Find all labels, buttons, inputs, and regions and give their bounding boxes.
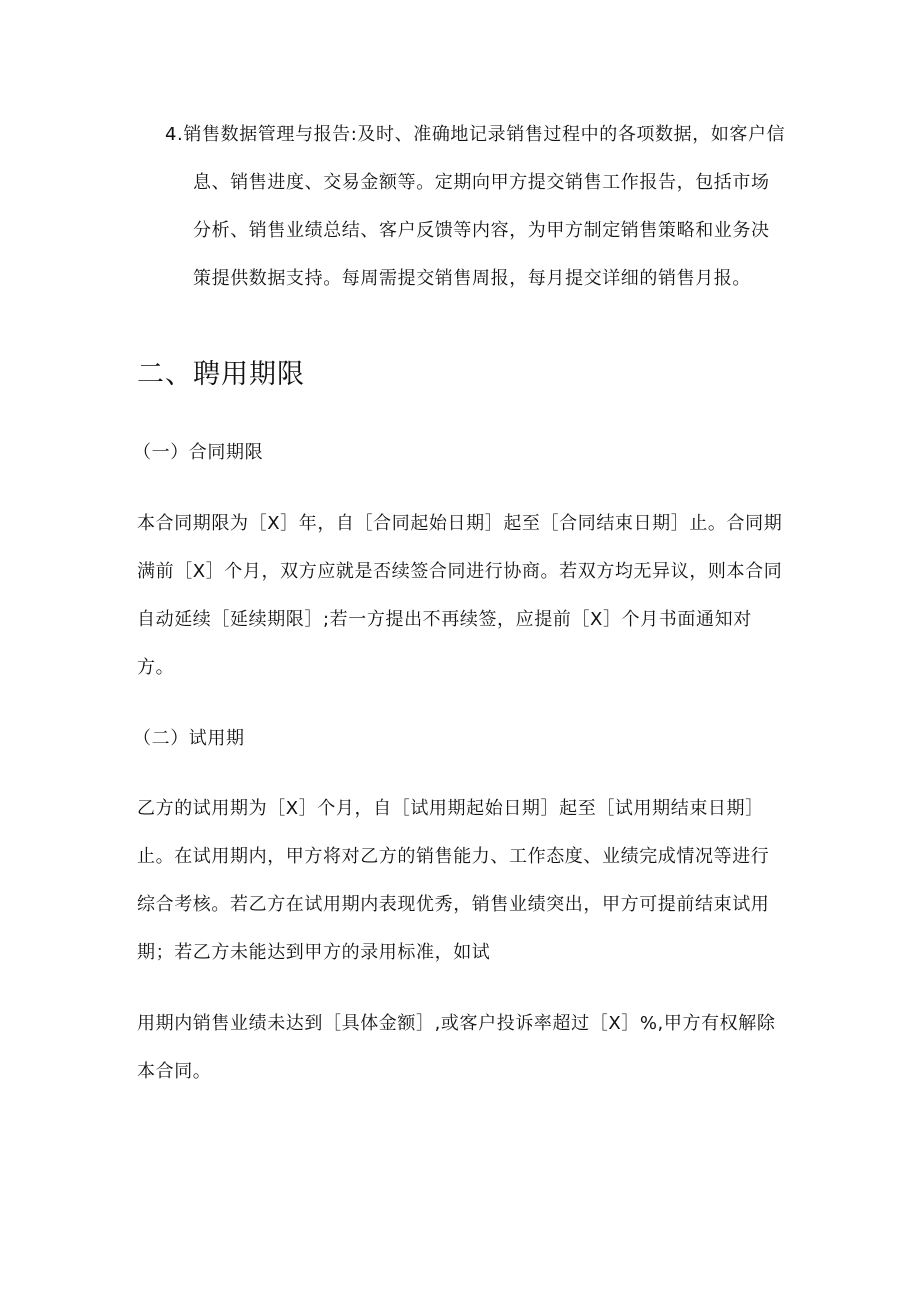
contract-term-line-3: 自动延续［延续期限］;若一方提出不再续签，应提前［X］个月书面通知对 — [137, 609, 752, 630]
item-4-line-3: 分析、销售业绩总结、客户反馈等内容，为甲方制定销售策略和业务决 — [193, 220, 770, 241]
subheading-probation: （二）试用期 — [133, 728, 245, 749]
item-4-line-2: 息、销售进度、交易金额等。定期向甲方提交销售工作报告，包括市场 — [193, 172, 770, 193]
contract-term-line-1: 本合同期限为［X］年，自［合同起始日期］起至［合同结束日期］止。合同期 — [137, 513, 783, 534]
item-4-line-1: 4.销售数据管理与报告:及时、准确地记录销售过程中的各项数据，如客户信 — [165, 124, 786, 145]
probation-continuation-line-2: 本合同。 — [137, 1061, 212, 1082]
probation-line-1: 乙方的试用期为［X］个月，自［试用期起始日期］起至［试用期结束日期］ — [137, 798, 764, 819]
probation-line-2: 止。在试用期内，甲方将对乙方的销售能力、工作态度、业绩完成情况等进行 — [137, 846, 770, 867]
contract-term-line-4: 方。 — [137, 657, 175, 678]
contract-term-line-2: 满前［X］个月，双方应就是否续签合同进行协商。若双方均无异议，则本合同 — [137, 561, 783, 582]
section-heading-employment-term: 二、聘用期限 — [137, 359, 305, 390]
subheading-contract-term: （一）合同期限 — [133, 442, 264, 463]
probation-line-4: 期；若乙方未能达到甲方的录用标准，如试 — [137, 942, 491, 963]
item-4-line-4: 策提供数据支持。每周需提交销售周报，每月提交详细的销售月报。 — [193, 268, 751, 289]
probation-continuation-line-1: 用期内销售业绩未达到［具体金额］,或客户投诉率超过［X］%,甲方有权解除 — [137, 1013, 776, 1034]
probation-line-3: 综合考核。若乙方在试用期内表现优秀，销售业绩突出，甲方可提前结束试用 — [137, 894, 770, 915]
